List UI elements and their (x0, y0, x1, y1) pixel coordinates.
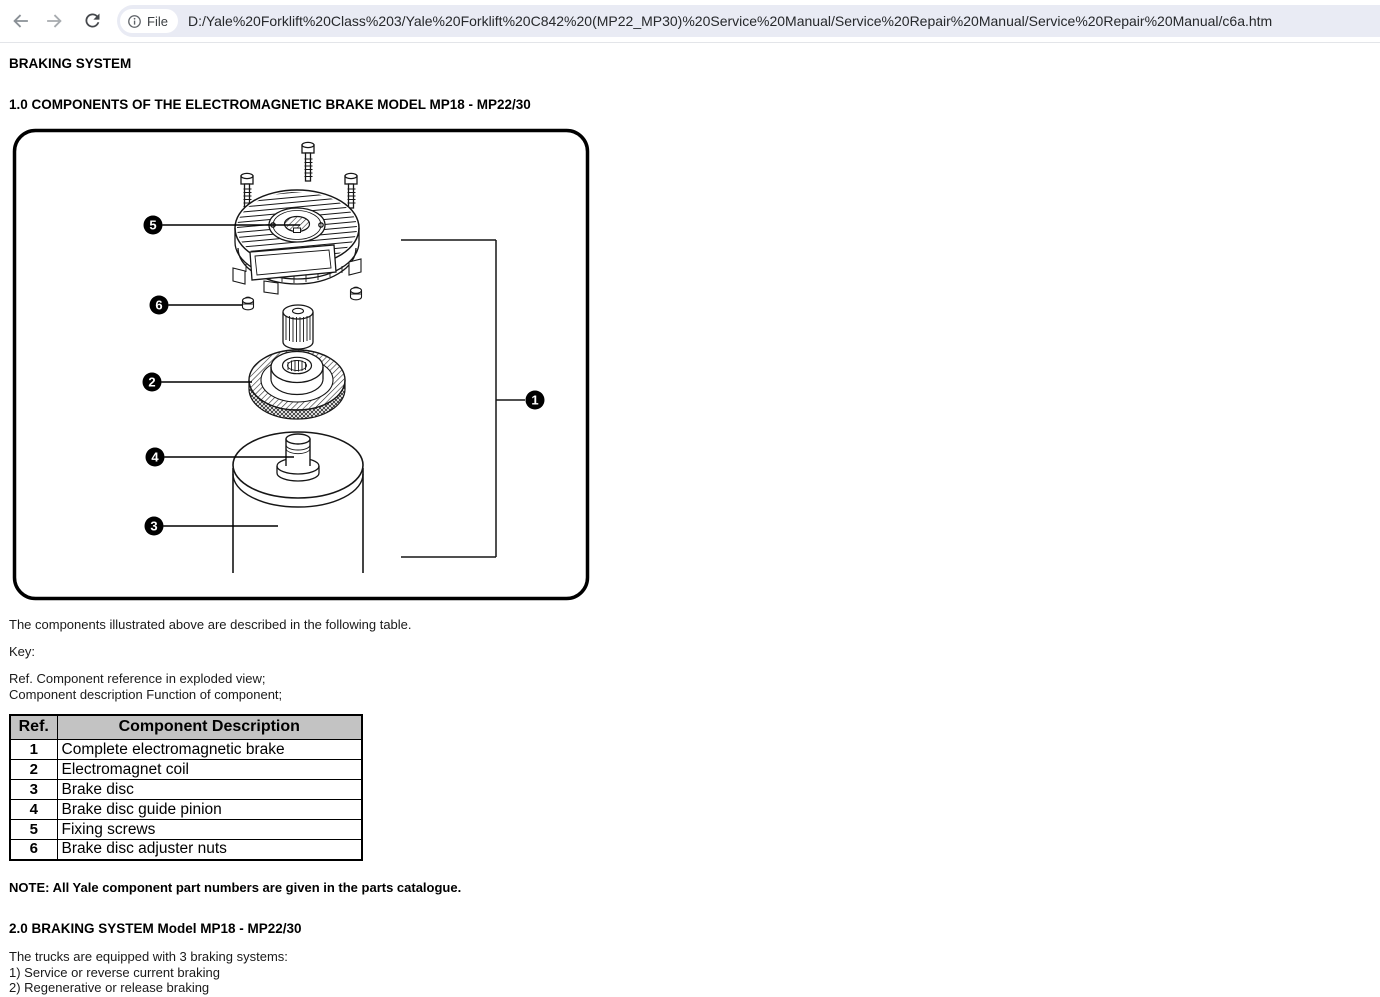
address-bar[interactable] (117, 5, 1380, 37)
assembly-bracket (401, 240, 525, 557)
description-cell: Brake disc guide pinion (57, 800, 362, 820)
braking-systems-line: 1) Service or reverse current braking (9, 964, 220, 980)
electromagnet-housing (232, 186, 362, 294)
description-cell: Brake disc (57, 780, 362, 800)
svg-text:6: 6 (155, 297, 163, 313)
braking-systems-line: 2) Regenerative or release braking (9, 980, 210, 995)
ref-cell: 4 (10, 800, 57, 820)
url-text: D:/Yale%20Forklift%20Class%203/Yale%20Forklift%20C842%20(MP22_MP30)%20Service%20Manual/Service%20Repair%20Manual/Service%20Repair%20Manual/c6a.htm (187, 13, 1273, 29)
key-description (9, 671, 282, 702)
svg-text:3: 3 (150, 518, 158, 534)
ref-cell: 5 (10, 820, 57, 840)
callout-4 (146, 448, 165, 467)
forward-arrow-icon (43, 10, 65, 32)
info-icon (127, 14, 142, 29)
fixing-screw-center (302, 142, 314, 181)
ref-cell: 6 (10, 840, 57, 860)
note-text: NOTE: All Yale component part numbers are given in the parts catalogue. (9, 880, 462, 895)
browser-toolbar (0, 0, 1380, 43)
braking-systems-paragraph (9, 949, 288, 996)
file-chip-label: File (147, 13, 168, 29)
braking-systems-line: The trucks are equipped with 3 braking systems: (9, 949, 288, 964)
file-scheme-chip[interactable] (120, 9, 178, 33)
key-label: Key: (9, 644, 36, 659)
ref-cell: 2 (10, 760, 57, 780)
section-1-heading: 1.0 COMPONENTS OF THE ELECTROMAGNETIC BRAKE MODEL MP18 - MP22/30 (9, 97, 531, 112)
adjuster-nut-left (243, 297, 254, 310)
svg-text:2: 2 (148, 374, 156, 390)
ref-column-header: Ref. (10, 715, 57, 740)
ref-cell: 1 (10, 740, 57, 760)
description-cell: Electromagnet coil (57, 760, 362, 780)
svg-text:1: 1 (531, 392, 539, 408)
description-column-header: Component Description (57, 715, 362, 740)
callout-1 (526, 391, 545, 410)
forward-button[interactable] (43, 10, 65, 32)
electromagnetic-brake-diagram (12, 128, 590, 601)
svg-text:5: 5 (149, 217, 157, 233)
callout-6 (150, 296, 169, 315)
key-line-ref: Ref. Component reference in exploded view; (9, 671, 266, 686)
table-row (10, 820, 362, 840)
component-table (9, 714, 363, 861)
electromagnet-coil (249, 350, 345, 419)
table-row (10, 780, 362, 800)
table-header-row (10, 715, 362, 740)
back-arrow-icon (10, 10, 32, 32)
exploded-view-figure (12, 128, 590, 601)
fixing-screw-right (345, 173, 357, 208)
table-row (10, 760, 362, 780)
callout-5 (144, 216, 163, 235)
callout-3 (145, 517, 164, 536)
page-title: BRAKING SYSTEM (9, 56, 132, 71)
table-row (10, 800, 362, 820)
description-cell: Brake disc adjuster nuts (57, 840, 362, 860)
table-row (10, 740, 362, 760)
brake-disc-cylinder (233, 432, 363, 573)
reload-icon (82, 10, 103, 31)
reload-button[interactable] (81, 10, 103, 32)
ref-cell: 3 (10, 780, 57, 800)
key-line-desc: Component description Function of component; (9, 686, 283, 702)
adjuster-nut-right (351, 287, 362, 300)
description-cell: Fixing screws (57, 820, 362, 840)
section-2-heading: 2.0 BRAKING SYSTEM Model MP18 - MP22/30 (9, 921, 302, 936)
description-cell: Complete electromagnetic brake (57, 740, 362, 760)
guide-pinion (283, 305, 313, 349)
table-row (10, 840, 362, 860)
intro-text: The components illustrated above are described in the following table. (9, 617, 412, 632)
callout-2 (143, 373, 162, 392)
back-button[interactable] (10, 10, 32, 32)
svg-text:4: 4 (151, 449, 159, 465)
